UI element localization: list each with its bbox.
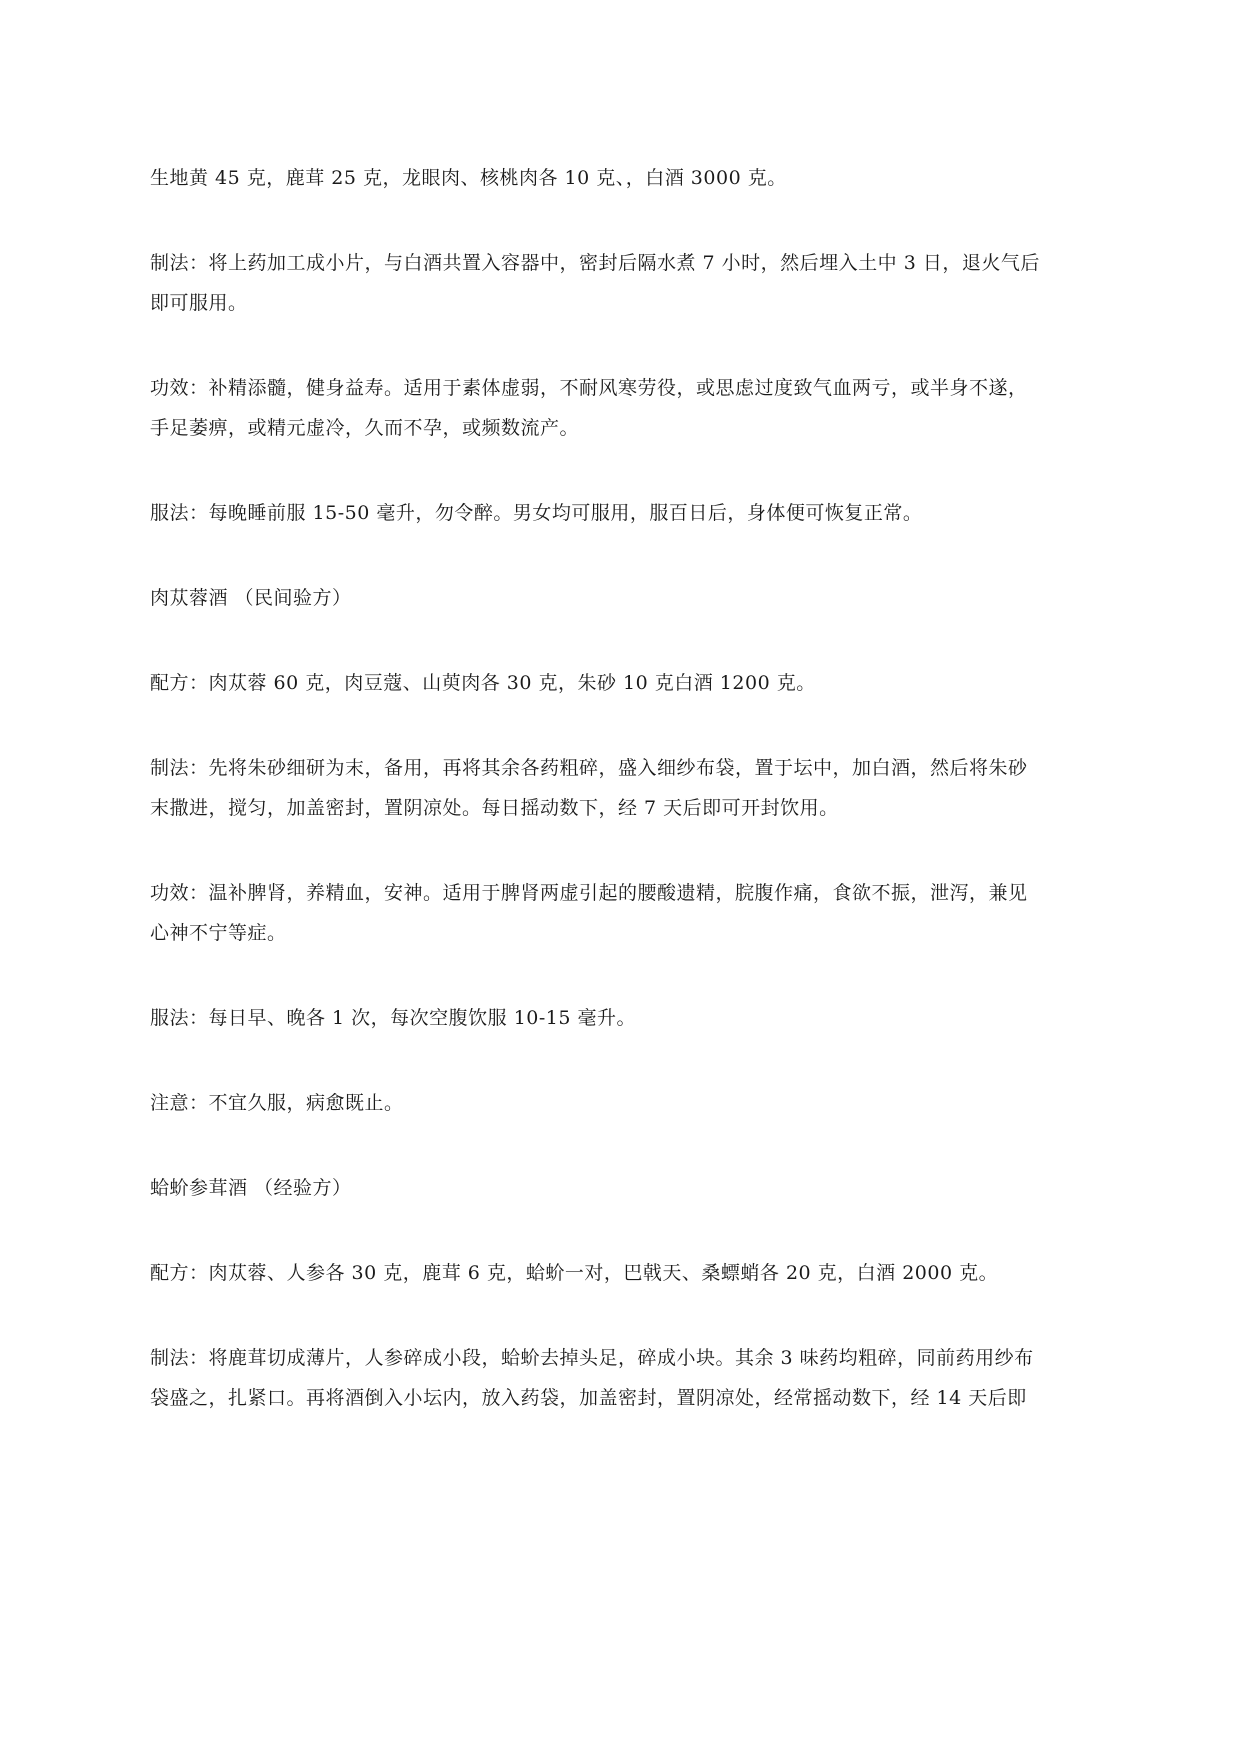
paragraph-ingredients-1 <box>150 158 1125 198</box>
paragraph-efficacy-1 <box>150 368 1125 448</box>
text-line: 蛤蚧参茸酒 （经验方） <box>150 1177 352 1199</box>
paragraph-preparation-2 <box>150 748 1125 828</box>
text-line: 服法：每晚睡前服 15-50 毫升，勿令醉。男女均可服用，服百日后，身体便可恢复正常。 <box>150 502 923 524</box>
text-line: 肉苁蓉酒 （民间验方） <box>150 587 352 609</box>
text-line: 功效：补精添髓，健身益寿。适用于素体虚弱，不耐风寒劳役，或思虑过度致气血两亏，或半身不遂， <box>150 377 1028 399</box>
text-line: 制法：将上药加工成小片，与白酒共置入容器中，密封后隔水煮 7 小时，然后埋入土中 3 日，退火气后 <box>150 252 1040 274</box>
text-line: 功效：温补脾肾，养精血，安神。适用于脾肾两虚引起的腰酸遗精，脘腹作痛，食欲不振，泄泻，兼见 <box>150 882 1028 904</box>
document-body <box>150 158 1125 1418</box>
text-line: 生地黄 45 克，鹿茸 25 克，龙眼肉、核桃肉各 10 克、，白酒 3000 克。 <box>150 167 787 189</box>
paragraph-efficacy-2 <box>150 873 1125 953</box>
paragraph-formula-3 <box>150 1253 1125 1293</box>
recipe-title-roucongrong-wine <box>150 578 1125 618</box>
text-line: 袋盛之，扎紧口。再将酒倒入小坛内，放入药袋，加盖密封，置阴凉处，经常摇动数下，经 14 天后即 <box>150 1387 1027 1409</box>
paragraph-formula-2 <box>150 663 1125 703</box>
text-line: 配方：肉苁蓉 60 克，肉豆蔻、山萸肉各 30 克，朱砂 10 克白酒 1200 克。 <box>150 672 816 694</box>
text-line: 手足萎痹，或精元虚冷，久而不孕，或频数流产。 <box>150 417 580 439</box>
text-line: 心神不宁等症。 <box>150 922 287 944</box>
paragraph-dosage-2 <box>150 998 1125 1038</box>
paragraph-caution-2 <box>150 1083 1125 1123</box>
text-line: 配方：肉苁蓉、人参各 30 克，鹿茸 6 克，蛤蚧一对，巴戟天、桑螵蛸各 20 克，白酒 2000 克。 <box>150 1262 999 1284</box>
paragraph-preparation-1 <box>150 243 1125 323</box>
paragraph-preparation-3 <box>150 1338 1125 1418</box>
text-line: 制法：将鹿茸切成薄片，人参碎成小段，蛤蚧去掉头足，碎成小块。其余 3 味药均粗碎，同前药用纱布 <box>150 1347 1034 1369</box>
text-line: 服法：每日早、晚各 1 次，每次空腹饮服 10-15 毫升。 <box>150 1007 637 1029</box>
paragraph-dosage-1 <box>150 493 1125 533</box>
text-line: 末撒进，搅匀，加盖密封，置阴凉处。每日摇动数下，经 7 天后即可开封饮用。 <box>150 797 839 819</box>
text-line: 即可服用。 <box>150 292 248 314</box>
text-line: 注意：不宜久服，病愈既止。 <box>150 1092 404 1114</box>
recipe-title-gejie-shenrong-wine <box>150 1168 1125 1208</box>
text-line: 制法：先将朱砂细研为末，备用，再将其余各药粗碎，盛入细纱布袋，置于坛中，加白酒，然后将朱砂 <box>150 757 1028 779</box>
